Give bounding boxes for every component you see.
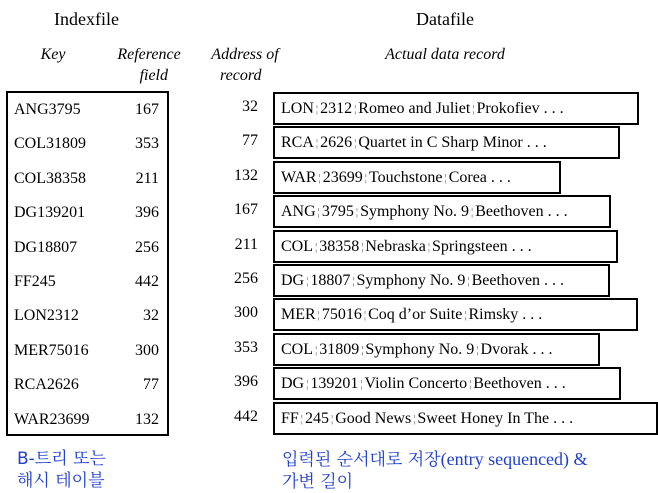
field-separator: ¦ (355, 206, 359, 219)
record-address: 32 (242, 98, 258, 115)
field-separator: ¦ (354, 137, 357, 150)
record-field: COL (281, 237, 313, 255)
record-field: 139201 (310, 375, 359, 393)
record-field: MER (281, 306, 316, 324)
index-key: COL38358 (14, 169, 86, 187)
field-separator: ¦ (470, 206, 474, 219)
index-key: DG139201 (14, 204, 86, 222)
record-field: Coq d’or Suite (368, 306, 463, 324)
data-note-line2: 가변 길이 (282, 472, 354, 492)
record-field: FF (281, 409, 299, 427)
record-field: Beethoven . . . (471, 272, 565, 289)
data-record (273, 161, 561, 194)
record-field: LON (281, 100, 314, 117)
index-note-line1: B-트리 또는 (17, 449, 106, 469)
field-separator: ¦ (364, 171, 367, 184)
data-record (273, 92, 639, 125)
field-separator: ¦ (306, 378, 309, 391)
record-field: 75016 (321, 306, 362, 324)
index-reference: 300 (135, 341, 159, 359)
record-field: 38358 (319, 237, 360, 255)
datafile-title: Datafile (416, 9, 474, 29)
index-key: DG18807 (14, 238, 78, 256)
record-field: Corea . . . (448, 168, 511, 186)
data-record (273, 126, 620, 159)
data-record (273, 402, 658, 435)
index-reference: 353 (135, 135, 159, 153)
field-separator: ¦ (352, 275, 355, 287)
field-separator: ¦ (315, 103, 319, 115)
data-note-line1 (282, 448, 588, 471)
index-key: MER75016 (14, 341, 89, 359)
record-field: WAR (281, 168, 317, 186)
address-header-line2: record (220, 67, 262, 84)
record-field: 18807 (310, 272, 351, 289)
index-note-line2: 해시 테이블 (17, 471, 105, 491)
record-field: Sweet Honey In The . . . (417, 409, 574, 427)
record-field: 31809 (319, 340, 360, 358)
index-reference: 32 (143, 307, 159, 325)
address-header (196, 44, 294, 86)
field-separator: ¦ (464, 309, 467, 322)
index-reference: 167 (135, 101, 159, 118)
index-reference: 211 (135, 169, 159, 187)
record-field: 23699 (322, 168, 363, 186)
index-note (17, 448, 106, 492)
reference-header-line1: Reference (117, 46, 181, 63)
record-address: 77 (242, 132, 258, 150)
record-field: Quartet in C Sharp Minor . . . (358, 134, 547, 152)
record-field: ANG (281, 203, 316, 221)
data-record (273, 333, 600, 366)
record-field: COL (281, 340, 313, 358)
field-separator: ¦ (472, 103, 475, 115)
index-key: WAR23699 (14, 410, 90, 428)
field-separator: ¦ (300, 412, 303, 425)
indexfile-title: Indexfile (54, 9, 119, 29)
record-field: 245 (305, 409, 329, 427)
field-separator: ¦ (306, 275, 309, 287)
record-field: Beethoven . . . (473, 375, 566, 393)
record-field: DG (281, 375, 305, 393)
data-note-en: (entry sequenced) & (440, 449, 588, 469)
record-field: RCA (281, 134, 314, 152)
record-field: Prokofiev . . . (476, 100, 564, 117)
record-field: Dvorak . . . (480, 340, 553, 358)
index-key: RCA2626 (14, 376, 79, 394)
data-record (273, 298, 638, 331)
index-key: ANG3795 (14, 101, 81, 118)
data-record (273, 230, 618, 263)
record-field: Rimsky . . . (468, 306, 543, 324)
record-field: Good News (335, 409, 412, 427)
record-field: 3795 (321, 203, 354, 221)
index-reference: 132 (135, 410, 159, 428)
record-field: Springsteen . . . (432, 237, 532, 255)
field-separator: ¦ (317, 309, 320, 322)
field-separator: ¦ (444, 171, 447, 184)
record-address: 353 (234, 338, 258, 356)
record-address: 300 (234, 304, 258, 322)
field-separator: ¦ (467, 275, 470, 287)
record-field: Nebraska (365, 237, 426, 255)
field-separator: ¦ (413, 412, 416, 425)
record-field: Touchstone (368, 168, 443, 186)
data-note (282, 448, 588, 493)
record-field: 2312 (320, 100, 353, 117)
record-field: 2626 (320, 134, 353, 152)
data-record (273, 367, 621, 400)
index-reference: 442 (135, 273, 159, 290)
field-separator: ¦ (427, 240, 431, 253)
data-note-ko: 입력된 순서대로 저장 (282, 450, 441, 470)
record-address: 442 (234, 407, 258, 425)
record-field: Symphony No. 9 (365, 340, 475, 358)
key-header: Key (40, 46, 66, 63)
field-separator: ¦ (361, 343, 364, 356)
record-address: 211 (234, 235, 258, 253)
reference-header-line2: field (139, 67, 168, 84)
record-field: Symphony No. 9 (356, 272, 466, 289)
actual-record-header: Actual data record (385, 46, 505, 63)
field-separator: ¦ (315, 240, 318, 253)
record-address: 132 (234, 166, 258, 184)
record-field: Beethoven . . . (475, 203, 568, 221)
record-address: 256 (234, 270, 258, 287)
index-reference: 396 (135, 204, 159, 222)
field-separator: ¦ (354, 103, 357, 115)
index-key: LON2312 (14, 307, 79, 325)
field-separator: ¦ (476, 343, 479, 356)
index-reference: 77 (143, 376, 159, 394)
address-header-line1: Address of (211, 46, 279, 63)
record-field: Violin Concerto (364, 375, 468, 393)
index-key: COL31809 (14, 135, 86, 153)
field-separator: ¦ (317, 206, 320, 219)
record-field: Romeo and Juliet (358, 100, 471, 117)
field-separator: ¦ (469, 378, 472, 391)
data-record (273, 195, 611, 228)
index-reference: 256 (135, 238, 159, 256)
reference-field-header (100, 44, 198, 86)
field-separator: ¦ (360, 378, 363, 391)
record-address: 396 (234, 373, 258, 391)
field-separator: ¦ (318, 171, 321, 184)
record-address: 167 (234, 201, 258, 219)
record-field: Symphony No. 9 (360, 203, 469, 221)
data-record (273, 264, 610, 297)
field-separator: ¦ (361, 240, 364, 253)
field-separator: ¦ (315, 343, 318, 356)
index-key: FF245 (14, 273, 56, 290)
field-separator: ¦ (331, 412, 334, 425)
record-field: DG (281, 272, 305, 289)
field-separator: ¦ (315, 137, 319, 150)
field-separator: ¦ (363, 309, 367, 322)
